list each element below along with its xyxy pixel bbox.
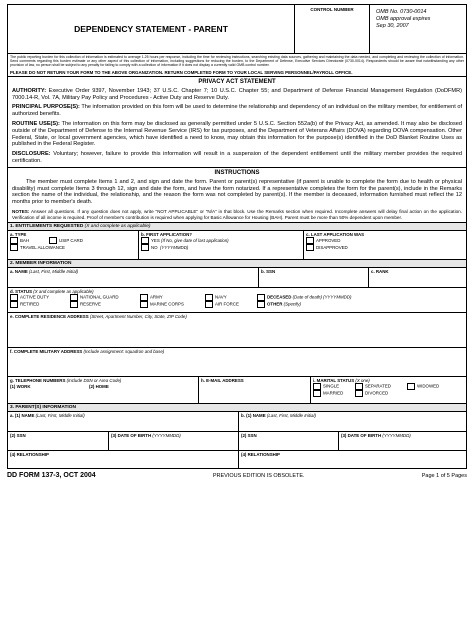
option-label: AIR FORCE <box>215 301 239 307</box>
option-no[interactable] <box>141 244 301 251</box>
checkbox[interactable] <box>141 244 149 251</box>
section-1-heading <box>8 223 466 230</box>
page-number: Page 1 of 5 Pages <box>421 472 467 479</box>
checkbox[interactable] <box>70 301 78 308</box>
contact-row <box>8 376 466 403</box>
disclosure-text: Voluntary; however, failure to provide this information will result in a suspension of the dependent entitlement until the military member provides the required certification. <box>12 151 462 164</box>
field-label: f. COMPLETE MILITARY ADDRESS <box>10 349 83 355</box>
option-label: APPROVED <box>316 238 341 244</box>
option-army[interactable] <box>140 294 205 301</box>
field-label: (4) RELATIONSHIP <box>10 452 49 458</box>
option-approved[interactable] <box>306 237 464 244</box>
field-note: (Last, First, Middle Initial) <box>29 269 79 275</box>
option-widowed[interactable] <box>407 383 439 390</box>
instructions-heading: INSTRUCTIONS <box>7 167 467 178</box>
field-note: (X and complete as applicable) <box>33 289 94 295</box>
section-1-note: (X and complete as applicable) <box>84 224 151 230</box>
email-field[interactable] <box>198 377 310 403</box>
option-label: NATIONAL GUARD <box>80 294 119 300</box>
parent-b-dob-field[interactable] <box>338 432 466 450</box>
field-label: (3) DATE OF BIRTH <box>111 433 152 439</box>
field-label: c. RANK <box>371 269 389 275</box>
military-address-field[interactable] <box>8 348 466 376</box>
section-3-heading: 3. PARENT(S) INFORMATION <box>8 403 466 411</box>
checkbox[interactable] <box>306 244 314 251</box>
option-label: YES <box>151 238 160 244</box>
checkbox[interactable] <box>313 390 321 397</box>
member-rank-field[interactable] <box>368 268 466 287</box>
parent-b-ssn-field[interactable] <box>238 432 338 450</box>
marital-line-2 <box>313 390 464 397</box>
checkbox[interactable] <box>355 390 363 397</box>
option-label: TRAVEL ALLOWANCE <box>20 245 65 251</box>
option-label: WIDOWED <box>417 383 440 389</box>
option-label: MARRIED <box>323 390 344 396</box>
field-label: (4) RELATIONSHIP <box>241 452 280 458</box>
checkbox[interactable] <box>407 383 415 390</box>
parent-b-relationship-field[interactable] <box>238 451 466 468</box>
option-retired[interactable] <box>10 301 70 308</box>
option-label: ARMY <box>150 294 163 300</box>
parent-relationship-row <box>8 450 466 468</box>
option-navy[interactable] <box>205 294 257 301</box>
purpose-text: The information provided on this form will be used to determine the relationship and dependency of an individual on the military member, for entitlement of authorized benefits. <box>12 104 462 118</box>
home-phone-field[interactable] <box>87 384 198 402</box>
checkbox[interactable] <box>10 244 18 251</box>
field-label: a. (1) NAME <box>10 413 35 419</box>
residence-address-row <box>8 312 466 347</box>
option-label: SEPARATED <box>365 383 391 389</box>
member-name-field[interactable] <box>8 268 258 287</box>
checkbox[interactable] <box>141 237 149 244</box>
checkbox[interactable] <box>306 237 314 244</box>
checkbox[interactable] <box>10 301 18 308</box>
parent-a-dob-field[interactable] <box>108 432 238 450</box>
notes-label: NOTES: <box>12 208 30 214</box>
option-label: USIP CARD <box>59 238 83 244</box>
notes-paragraph <box>7 208 467 222</box>
form-footer <box>7 472 467 479</box>
checkbox[interactable] <box>257 294 265 301</box>
routine-text: The information on this form may be disclosed as generally permitted under 5 U.S.C. Section 552a(b) of the Privacy Act, as amended. It may also be disclosed outside of the Department of Defense to the Internal Revenue Service (IRS) for tax purposes, and the Department of Veterans Affairs (DOVA) regarding DOVA compensation. Other Federal, State, or local government agencies, which have identified a need to know, may obtain this information for the purpose(s) identified in the DoD Blanket Routine Uses as published in the Federal Register. <box>12 121 463 148</box>
entitlement-type <box>8 231 138 259</box>
field-label: (2) SSN <box>10 433 26 439</box>
obsolete-notice: PREVIOUS EDITION IS OBSOLETE. <box>212 472 305 479</box>
last-app-label: c. LAST APPLICATION WAS <box>306 232 365 238</box>
privacy-heading: PRIVACY ACT STATEMENT <box>7 77 467 87</box>
field-note: (Include assignment: squadron and base) <box>83 349 165 355</box>
omb-approval: OMB approval expires <box>376 16 431 22</box>
option-label: DIVORCED <box>365 390 389 396</box>
form-number: DD FORM 137-3, OCT 2004 <box>7 472 96 480</box>
checkbox[interactable] <box>10 237 18 244</box>
status-line-1 <box>10 294 464 301</box>
authority-label: AUTHORITY: <box>12 87 47 94</box>
field-label: (2) SSN <box>241 433 257 439</box>
option-label: BAH <box>20 238 30 244</box>
notes-text: Answer all questions. If any question does not apply, write "NOT APPLICABLE" or "N/A" in that block. Use the Remarks section when required. Incomplete answers will delay final action on the application. Verification of all income is required. Proof of member's contribution is required when applying for Basic Allowance for Housing (BAH). Parent must be more than 50% dependent upon member. <box>12 208 462 220</box>
field-note: (Last, First, Middle Initial) <box>35 413 85 419</box>
field-label: e. COMPLETE RESIDENCE ADDRESS <box>10 314 89 320</box>
section-1-title: 1. ENTITLEMENTS REQUESTED <box>10 224 84 230</box>
omb-date: Sep 30, 2007 <box>376 23 409 29</box>
parent-a-name-field[interactable] <box>8 412 238 431</box>
checkbox[interactable] <box>70 294 78 301</box>
checkbox[interactable] <box>140 294 148 301</box>
parent-a-ssn-field[interactable] <box>8 432 108 450</box>
option-note: (YYYYMMDD) <box>160 245 189 251</box>
field-label: (2) HOME <box>89 384 109 390</box>
option-label: SINGLE <box>323 383 340 389</box>
control-number-field[interactable] <box>295 5 370 53</box>
option-active[interactable] <box>10 294 70 301</box>
field-label: b. SSN <box>261 269 276 275</box>
field-label: h. E-MAIL ADDRESS <box>201 378 244 384</box>
option-label: NO <box>151 245 158 251</box>
disclosure-paragraph <box>7 150 467 167</box>
field-note: (Last, First, Middle Initial) <box>266 413 316 419</box>
option-disapproved[interactable] <box>306 244 464 251</box>
authority-paragraph <box>7 87 467 104</box>
option-note: (Date of death) (YYYYMMDD) <box>292 294 352 300</box>
first-application <box>138 231 303 259</box>
field-label: (1) WORK <box>10 384 31 390</box>
field-label: a. NAME <box>10 269 28 275</box>
option-guard[interactable] <box>70 294 140 301</box>
instructions-text: The member must complete Items 1 and 2, and sign and date the form. Parent or parent(s) representative (if parent is unable to complete the form due to health or physical disability) must complete Items 3 through 12, sign and date the form, and have the form notarized. If a representative completes the form for the parent(s), include in the Remarks section the name of the individual, the relationship, and the reason the form was not completed by parent(s). If the member is deceased, information furnished must reflect the 12 months prior to member's death. <box>7 178 467 208</box>
checkbox[interactable] <box>205 294 213 301</box>
section-1-row <box>8 230 466 259</box>
control-number-label: CONTROL NUMBER <box>310 7 354 12</box>
option-note: (If No, give date of last application) <box>161 238 229 244</box>
purpose-paragraph <box>7 103 467 120</box>
work-phone-field[interactable] <box>8 384 87 402</box>
option-label: ACTIVE DUTY <box>20 294 50 300</box>
field-note: (YYYYMMDD) <box>152 433 181 439</box>
parent-ssn-row <box>8 431 466 450</box>
option-reserve[interactable] <box>70 301 140 308</box>
field-label: b. (1) NAME <box>241 413 266 419</box>
checkbox[interactable] <box>140 301 148 308</box>
option-yes[interactable] <box>141 237 301 244</box>
disclosure-label: DISCLOSURE: <box>12 151 51 158</box>
field-label: g. TELEPHONE NUMBERS <box>10 378 66 384</box>
purpose-label: PRINCIPAL PURPOSE(S): <box>12 104 80 111</box>
option-deceased[interactable] <box>257 294 351 301</box>
burden-statement: The public reporting burden for this collection of information is estimated to average 1.25 hours per response, including the time for reviewing instructions, searching existing data sources, gathering and maintaining the data needed, and completing and reviewing the collection of information. Send comments regarding this burden estimate or any other aspect of this collection of information, including suggestions for reducing the burden, to the Department of Defense, Executive Services Directorate (0730-0014). Respondents should be aware that notwithstanding any other provision of law, no person shall be subject to any penalty for failing to comply with a collection of information if it does not display a currently valid OMB control number. <box>7 54 467 69</box>
field-note: (X one) <box>355 378 370 384</box>
field-label: d. STATUS <box>10 289 33 295</box>
type-label: a. TYPE <box>10 232 27 238</box>
option-label: RESERVE <box>80 301 101 307</box>
checkbox[interactable] <box>49 237 57 244</box>
option-marine[interactable] <box>140 301 205 308</box>
checkbox[interactable] <box>205 301 213 308</box>
option-label: RETIRED <box>20 301 40 307</box>
telephone-block <box>8 377 198 403</box>
member-ssn-field[interactable] <box>258 268 368 287</box>
option-air-force[interactable] <box>205 301 257 308</box>
option-label: OTHER <box>267 301 283 307</box>
routine-label: ROUTINE USE(S): <box>12 121 60 127</box>
marital-line-1 <box>313 383 464 390</box>
option-bah[interactable] <box>10 237 136 244</box>
omb-number: OMB No. 0730-0014 <box>376 9 427 15</box>
form-header <box>7 4 467 54</box>
form-page <box>7 4 467 624</box>
form-title: DEPENDENCY STATEMENT - PARENT <box>8 5 295 53</box>
member-name-row <box>8 267 466 287</box>
parent-b-name-field[interactable] <box>238 412 466 431</box>
checkbox[interactable] <box>10 294 18 301</box>
field-note: (Street, Apartment Number, City, State, ZIP Code) <box>89 314 187 320</box>
option-separated[interactable] <box>355 383 407 390</box>
parent-name-row <box>8 411 466 431</box>
field-label: (3) DATE OF BIRTH <box>341 433 382 439</box>
form-grid <box>7 222 467 469</box>
checkbox[interactable] <box>257 301 265 308</box>
routine-paragraph <box>7 120 467 150</box>
option-note: (Specify) <box>283 301 301 307</box>
residence-address-field[interactable] <box>8 313 466 347</box>
member-status <box>8 288 466 312</box>
authority-text: Executive Order 9397, November 1943; 37 U.S.C. Chapter 7; 10 U.S.C. Chapter 55; and Department of Defense Financial Management Regulation (DoDFMR) 7000.14-R, Vol. 7A, Military Pay Policy and Procedures - Active Duty and Reserve Duty. <box>12 87 462 101</box>
checkbox[interactable] <box>313 383 321 390</box>
section-2-heading: 2. MEMBER INFORMATION <box>8 259 466 267</box>
option-label: NAVY <box>215 294 227 300</box>
last-application <box>303 231 466 259</box>
status-line-2 <box>10 301 464 308</box>
first-app-label: b. FIRST APPLICATION? <box>141 232 192 238</box>
do-not-return-notice: PLEASE DO NOT RETURN YOUR FORM TO THE ABOVE ORGANIZATION. RETURN COMPLETED FORM TO YOUR LOCAL SERVING PERSONNEL/PAYROLL OFFICE. <box>7 69 467 77</box>
marital-status <box>310 377 466 403</box>
field-label: i. MARITAL STATUS <box>313 378 355 384</box>
field-note: (Include DSN or Area Code) <box>66 378 122 384</box>
field-note: (YYYYMMDD) <box>382 433 411 439</box>
checkbox[interactable] <box>355 383 363 390</box>
option-label: MARINE CORPS <box>150 301 184 307</box>
option-single[interactable] <box>313 383 355 390</box>
member-status-row <box>8 287 466 312</box>
option-travel[interactable] <box>10 244 136 251</box>
option-other[interactable] <box>257 301 301 308</box>
option-label: DISAPPROVED <box>316 245 348 251</box>
option-married[interactable] <box>313 390 355 397</box>
parent-a-relationship-field[interactable] <box>8 451 238 468</box>
omb-block <box>370 5 466 53</box>
military-address-row <box>8 347 466 376</box>
option-divorced[interactable] <box>355 390 388 397</box>
option-label: DECEASED <box>267 294 292 300</box>
